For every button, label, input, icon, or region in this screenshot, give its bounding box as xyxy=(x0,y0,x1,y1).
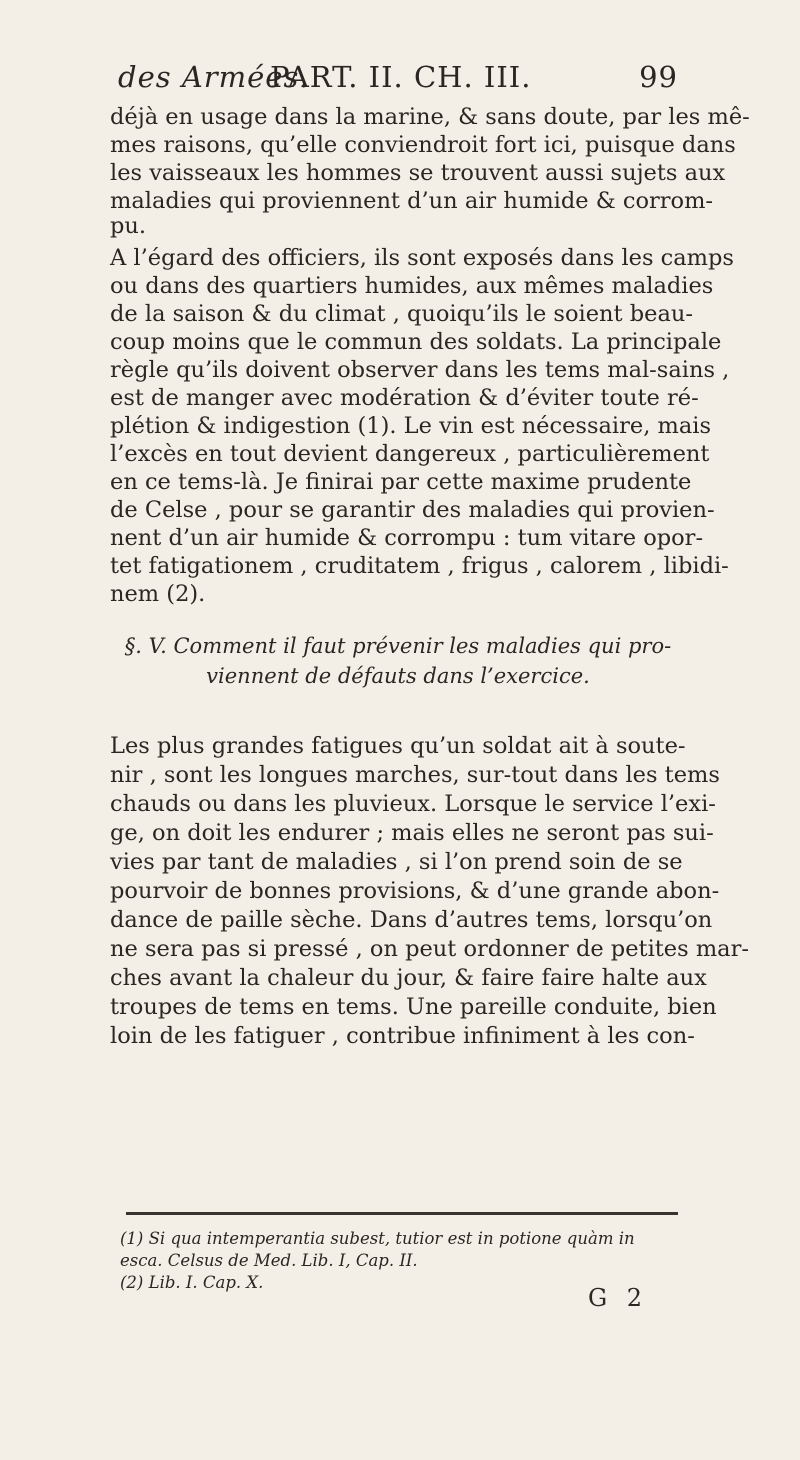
text-line: loin de les fatiguer , contribue infiniment à les con- xyxy=(110,1023,695,1049)
text-line: est de manger avec modération & d’éviter toute ré- xyxy=(110,385,699,411)
signature-mark: G 2 xyxy=(588,1284,649,1312)
text-line: Les plus grandes fatigues qu’un soldat ait à soute- xyxy=(110,733,686,759)
text-line: vies par tant de maladies , si l’on prend soin de se xyxy=(110,849,683,875)
text-line: chauds ou dans les pluvieux. Lorsque le service l’exi- xyxy=(110,791,716,817)
section-heading: §. V. Comment il faut prévenir les maladies qui pro- xyxy=(124,634,672,658)
text-line: ches avant la chaleur du jour, & faire faire halte aux xyxy=(110,965,707,991)
footnote-line: (2) Lib. I. Cap. X. xyxy=(120,1273,264,1292)
running-head xyxy=(118,60,678,100)
text-line: les vaisseaux les hommes se trouvent aussi sujets aux xyxy=(110,160,726,186)
text-line: ou dans des quartiers humides, aux mêmes maladies xyxy=(110,273,714,299)
text-line: tet fatigationem , cruditatem , frigus , calorem , libidi- xyxy=(110,553,729,579)
text-line: maladies qui proviennent d’un air humide & corrom- xyxy=(110,188,714,214)
text-line: pourvoir de bonnes provisions, & d’une grande abon- xyxy=(110,878,720,904)
text-line: de la saison & du climat , quoiqu’ils le soient beau- xyxy=(110,301,693,327)
text-line: mes raisons, qu’elle conviendroit fort ici, puisque dans xyxy=(110,132,736,158)
text-line: ge, on doit les endurer ; mais elles ne seront pas sui- xyxy=(110,820,714,846)
section-heading: viennent de défauts dans l’exercice. xyxy=(206,664,590,688)
footnote-line: (1) Si qua intemperantia subest, tutior est in potione quàm in xyxy=(120,1229,635,1248)
text-line: règle qu’ils doivent observer dans les tems mal-sains , xyxy=(110,357,730,383)
running-title: des Armées. xyxy=(118,60,310,94)
part-chapter-label: PART. II. CH. III. xyxy=(270,60,532,94)
footnote-rule xyxy=(126,1212,678,1215)
text-line: coup moins que le commun des soldats. La principale xyxy=(110,329,722,355)
text-line: pu. xyxy=(110,213,147,239)
text-line: plétion & indigestion (1). Le vin est nécessaire, mais xyxy=(110,413,711,439)
text-line: dance de paille sèche. Dans d’autres tems, lorsqu’on xyxy=(110,907,713,933)
text-line: nent d’un air humide & corrompu : tum vitare opor- xyxy=(110,525,704,551)
text-line: troupes de tems en tems. Une pareille conduite, bien xyxy=(110,994,717,1020)
text-line: ne sera pas si pressé , on peut ordonner de petites mar- xyxy=(110,936,749,962)
page-number: 99 xyxy=(639,60,678,94)
text-line: de Celse , pour se garantir des maladies qui provien- xyxy=(110,497,715,523)
text-line: déjà en usage dans la marine, & sans doute, par les mê- xyxy=(110,104,750,130)
text-line: nem (2). xyxy=(110,581,206,607)
text-line: nir , sont les longues marches, sur-tout dans les tems xyxy=(110,762,720,788)
text-line: A l’égard des officiers, ils sont exposés dans les camps xyxy=(110,245,734,271)
footnote-line: esca. Celsus de Med. Lib. I, Cap. II. xyxy=(120,1251,418,1270)
text-line: l’excès en tout devient dangereux , particulièrement xyxy=(110,441,710,467)
text-line: en ce tems-là. Je finirai par cette maxime prudente xyxy=(110,469,692,495)
